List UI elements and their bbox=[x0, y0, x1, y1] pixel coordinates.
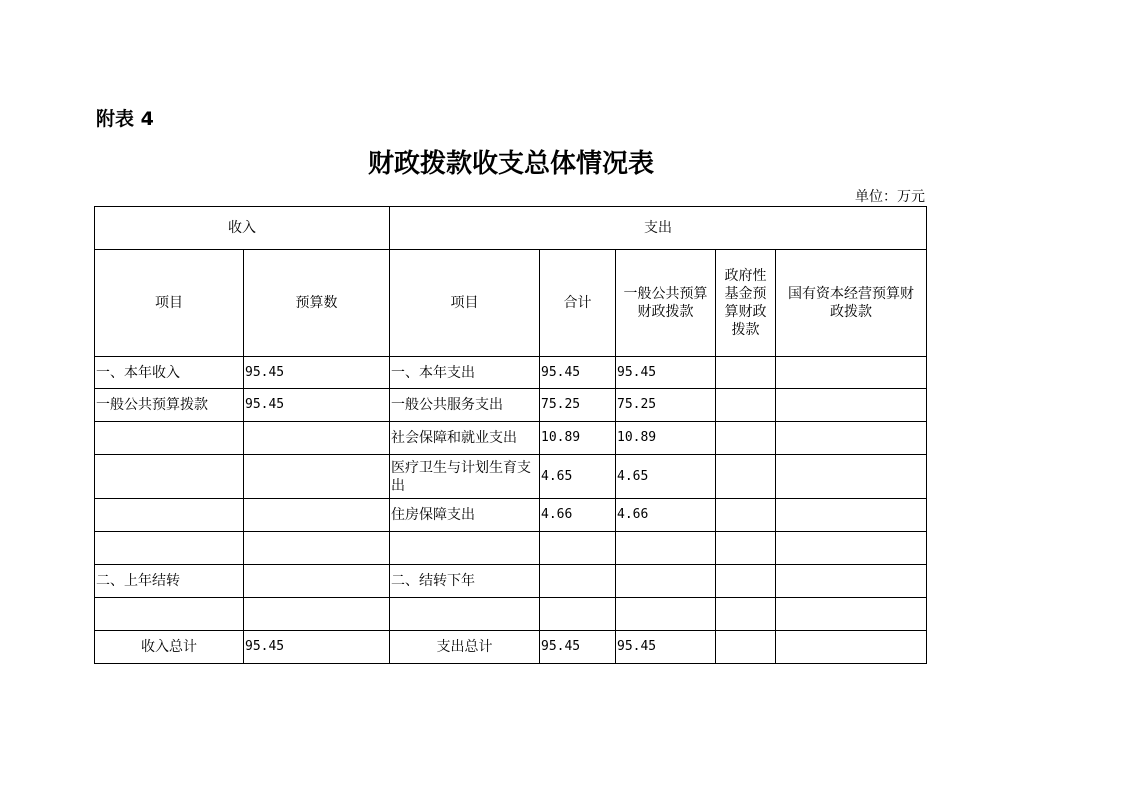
total-cell bbox=[540, 598, 616, 631]
table-row bbox=[95, 565, 927, 598]
income-amount-cell bbox=[244, 455, 390, 499]
table-row bbox=[95, 422, 927, 455]
header-state-capital: 国有资本经营预算财政拨款 bbox=[776, 250, 927, 357]
expenditure-item-cell: 住房保障支出 bbox=[390, 499, 540, 532]
total-cell: 75.25 bbox=[540, 389, 616, 422]
header-income-item: 项目 bbox=[95, 250, 244, 357]
unit-label: 单位：万元 bbox=[855, 189, 925, 205]
general-budget-cell: 95.45 bbox=[616, 357, 716, 389]
appendix-label: 附表 4 bbox=[96, 108, 154, 130]
total-cell bbox=[540, 565, 616, 598]
gov-fund-cell bbox=[716, 389, 776, 422]
header-exp-item: 项目 bbox=[390, 250, 540, 357]
income-amount-cell bbox=[244, 598, 390, 631]
state-capital-total-cell bbox=[776, 631, 927, 664]
total-cell: 4.65 bbox=[540, 455, 616, 499]
header-income: 收入 bbox=[95, 207, 390, 250]
state-capital-cell bbox=[776, 389, 927, 422]
budget-table bbox=[94, 206, 927, 664]
income-item-cell bbox=[95, 598, 244, 631]
state-capital-cell bbox=[776, 598, 927, 631]
expenditure-item-cell bbox=[390, 598, 540, 631]
general-budget-cell: 10.89 bbox=[616, 422, 716, 455]
income-item-cell bbox=[95, 422, 244, 455]
income-item-cell bbox=[95, 455, 244, 499]
general-budget-cell bbox=[616, 532, 716, 565]
total-cell: 4.66 bbox=[540, 499, 616, 532]
income-item-cell bbox=[95, 532, 244, 565]
general-budget-cell: 4.65 bbox=[616, 455, 716, 499]
table-row bbox=[95, 357, 927, 389]
expenditure-item-cell bbox=[390, 532, 540, 565]
table-row bbox=[95, 532, 927, 565]
income-amount-cell bbox=[244, 565, 390, 598]
general-budget-cell: 4.66 bbox=[616, 499, 716, 532]
total-cell bbox=[540, 532, 616, 565]
gov-fund-cell bbox=[716, 455, 776, 499]
table-row bbox=[95, 598, 927, 631]
expenditure-item-cell: 一、本年支出 bbox=[390, 357, 540, 389]
general-budget-total-cell: 95.45 bbox=[616, 631, 716, 664]
gov-fund-cell bbox=[716, 598, 776, 631]
expenditure-item-cell: 一般公共服务支出 bbox=[390, 389, 540, 422]
gov-fund-total-cell bbox=[716, 631, 776, 664]
income-amount-cell bbox=[244, 422, 390, 455]
header-general-budget: 一般公共预算财政拨款 bbox=[616, 250, 716, 357]
page-title: 财政拨款收支总体情况表 bbox=[367, 149, 654, 179]
income-item-cell: 一般公共预算拨款 bbox=[95, 389, 244, 422]
income-total-amount: 95.45 bbox=[244, 631, 390, 664]
state-capital-cell bbox=[776, 499, 927, 532]
state-capital-cell bbox=[776, 565, 927, 598]
header-gov-fund: 政府性基金预算财政拨款 bbox=[716, 250, 776, 357]
table-row bbox=[95, 499, 927, 532]
income-amount-cell bbox=[244, 532, 390, 565]
expenditure-total-cell: 95.45 bbox=[540, 631, 616, 664]
totals-row bbox=[95, 631, 927, 664]
gov-fund-cell bbox=[716, 499, 776, 532]
expenditure-item-cell: 医疗卫生与计划生育支出 bbox=[390, 455, 540, 499]
general-budget-cell: 75.25 bbox=[616, 389, 716, 422]
income-item-cell bbox=[95, 499, 244, 532]
income-item-cell: 二、上年结转 bbox=[95, 565, 244, 598]
gov-fund-cell bbox=[716, 532, 776, 565]
income-amount-cell bbox=[244, 499, 390, 532]
expenditure-item-cell: 二、结转下年 bbox=[390, 565, 540, 598]
table-row bbox=[95, 455, 927, 499]
header-row-sub bbox=[95, 250, 927, 357]
expenditure-total-label: 支出总计 bbox=[390, 631, 540, 664]
header-budget-amount: 预算数 bbox=[244, 250, 390, 357]
income-total-label: 收入总计 bbox=[95, 631, 244, 664]
expenditure-item-cell: 社会保障和就业支出 bbox=[390, 422, 540, 455]
state-capital-cell bbox=[776, 422, 927, 455]
gov-fund-cell bbox=[716, 357, 776, 389]
general-budget-cell bbox=[616, 598, 716, 631]
table-row bbox=[95, 389, 927, 422]
total-cell: 10.89 bbox=[540, 422, 616, 455]
state-capital-cell bbox=[776, 455, 927, 499]
state-capital-cell bbox=[776, 357, 927, 389]
income-item-cell: 一、本年收入 bbox=[95, 357, 244, 389]
general-budget-cell bbox=[616, 565, 716, 598]
total-cell: 95.45 bbox=[540, 357, 616, 389]
income-amount-cell: 95.45 bbox=[244, 389, 390, 422]
state-capital-cell bbox=[776, 532, 927, 565]
gov-fund-cell bbox=[716, 565, 776, 598]
header-expenditure: 支出 bbox=[390, 207, 927, 250]
gov-fund-cell bbox=[716, 422, 776, 455]
header-row-top bbox=[95, 207, 927, 250]
income-amount-cell: 95.45 bbox=[244, 357, 390, 389]
header-total: 合计 bbox=[540, 250, 616, 357]
